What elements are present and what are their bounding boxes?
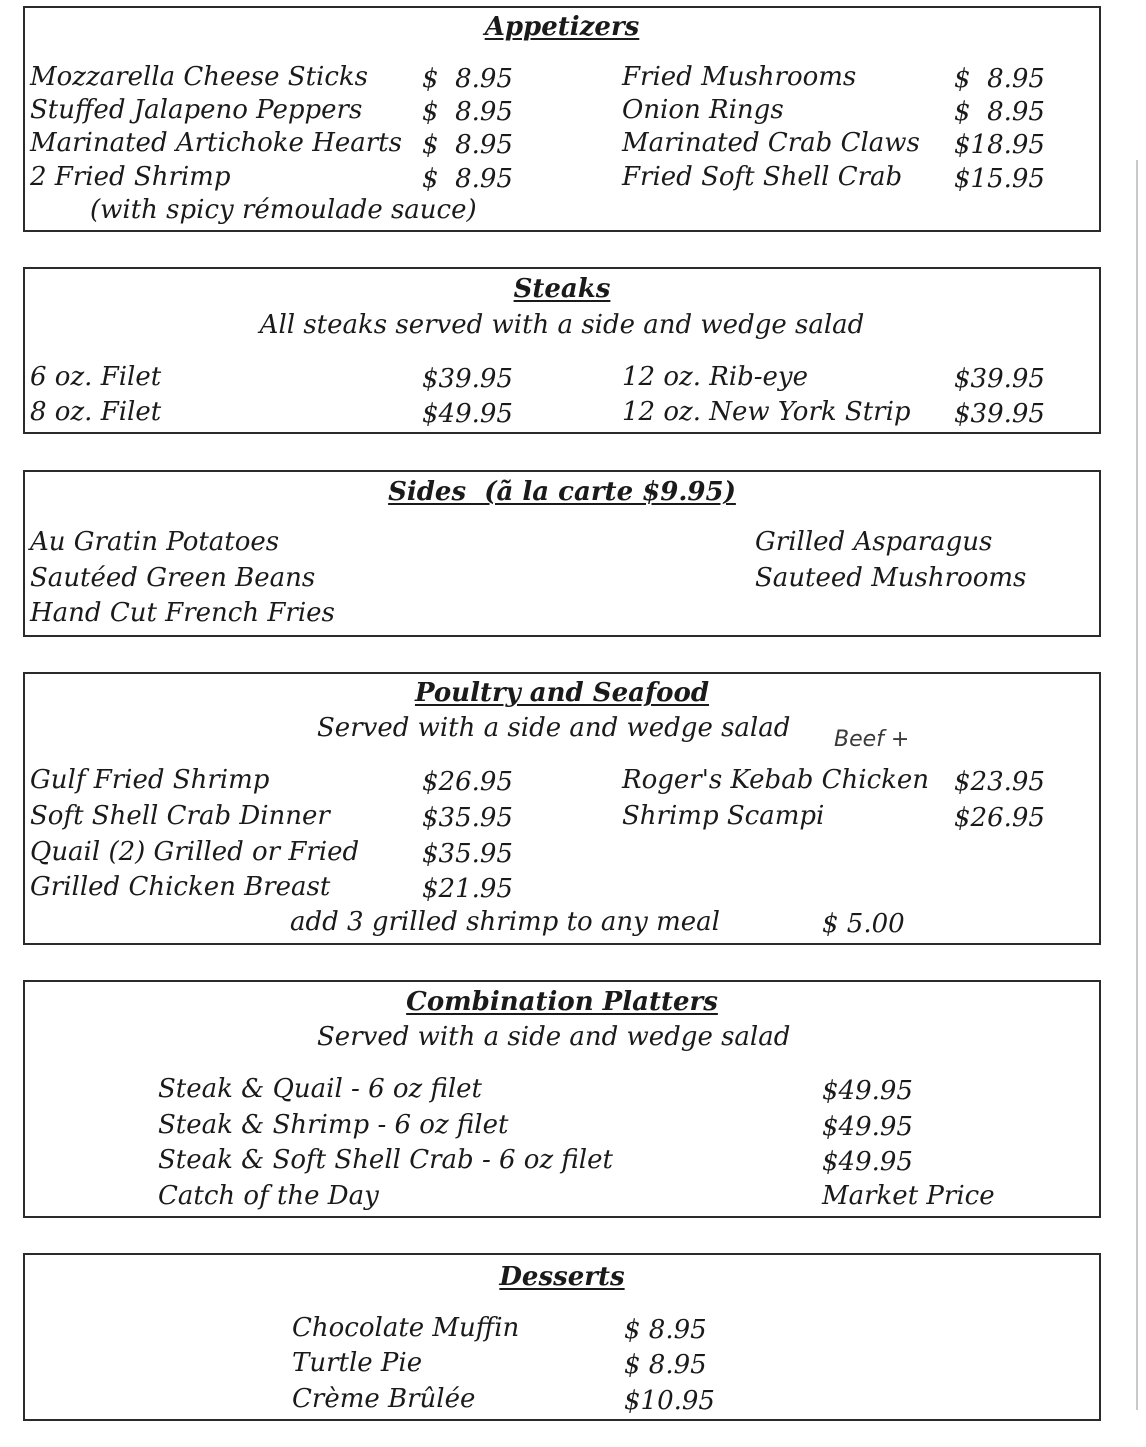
appetizer-item-price: $ 8.95 <box>422 130 513 160</box>
poultry-item-price: $26.95 <box>954 803 1045 833</box>
steak-item-name: 6 oz. Filet <box>30 362 162 392</box>
desserts-title: Desserts <box>499 1262 625 1292</box>
appetizer-item-price: $ 8.95 <box>954 97 1045 127</box>
appetizers-title: Appetizers <box>484 12 640 42</box>
appetizer-item-name: Fried Mushrooms <box>622 62 857 92</box>
sides-title: Sides (ã la carte $9.95) <box>388 477 736 507</box>
appetizer-item-name: Onion Rings <box>622 95 784 125</box>
dessert-item-name: Crème Brûlée <box>292 1384 476 1414</box>
poultry-item-price: $21.95 <box>422 874 513 904</box>
steaks-subtitle: All steaks served with a side and wedge salad <box>259 310 865 340</box>
steak-item-price: $39.95 <box>954 399 1045 429</box>
combo-item-name: Steak & Soft Shell Crab - 6 oz filet <box>158 1145 613 1175</box>
poultry-title: Poultry and Seafood <box>414 678 710 708</box>
appetizer-item-price: $ 8.95 <box>422 97 513 127</box>
poultry-item-name: Roger's Kebab Chicken <box>622 765 930 795</box>
dessert-item-price: $ 8.95 <box>624 1350 707 1380</box>
side-item: Grilled Asparagus <box>755 527 993 557</box>
poultry-item-name: Shrimp Scampi <box>622 801 825 831</box>
steak-item-price: $39.95 <box>422 364 513 394</box>
poultry-item-price: $35.95 <box>422 839 513 869</box>
dessert-item-name: Turtle Pie <box>292 1348 423 1378</box>
combo-item-name: Catch of the Day <box>158 1181 379 1211</box>
appetizer-item-price: $ 8.95 <box>422 64 513 94</box>
handwritten-note: Beef + <box>834 727 910 752</box>
steaks-title: Steaks <box>513 274 611 304</box>
steak-item-price: $39.95 <box>954 364 1045 394</box>
combo-item-name: Steak & Quail - 6 oz filet <box>158 1074 482 1104</box>
side-item: Sautéed Green Beans <box>30 563 316 593</box>
appetizer-item-name: Fried Soft Shell Crab <box>622 162 903 192</box>
appetizer-item-name: Stuffed Jalapeno Peppers <box>30 95 363 125</box>
combos-subtitle: Served with a side and wedge salad <box>317 1022 791 1052</box>
addon-text: add 3 grilled shrimp to any meal <box>290 907 720 937</box>
steak-item-name: 8 oz. Filet <box>30 397 162 427</box>
dessert-item-price: $ 8.95 <box>624 1315 707 1345</box>
dessert-item-price: $10.95 <box>624 1386 715 1416</box>
poultry-item-name: Grilled Chicken Breast <box>30 872 331 902</box>
appetizer-note: (with spicy rémoulade sauce) <box>90 195 477 225</box>
poultry-item-name: Soft Shell Crab Dinner <box>30 801 330 831</box>
steak-item-name: 12 oz. Rib-eye <box>622 362 809 392</box>
appetizer-item-price: $ 8.95 <box>422 164 513 194</box>
poultry-item-name: Quail (2) Grilled or Fried <box>30 837 360 867</box>
poultry-item-price: $23.95 <box>954 767 1045 797</box>
appetizer-item-price: $ 8.95 <box>954 64 1045 94</box>
poultry-item-price: $35.95 <box>422 803 513 833</box>
appetizer-item-price: $15.95 <box>954 164 1045 194</box>
combo-item-price: $49.95 <box>822 1076 913 1106</box>
combo-item-price: $49.95 <box>822 1147 913 1177</box>
appetizer-item-name: Marinated Artichoke Hearts <box>30 128 402 158</box>
combo-item-name: Steak & Shrimp - 6 oz filet <box>158 1110 509 1140</box>
appetizer-item-price: $18.95 <box>954 130 1045 160</box>
appetizer-item-name: 2 Fried Shrimp <box>30 162 231 192</box>
steak-item-name: 12 oz. New York Strip <box>622 397 911 427</box>
poultry-item-name: Gulf Fried Shrimp <box>30 765 270 795</box>
side-item: Au Gratin Potatoes <box>30 527 280 557</box>
appetizer-item-name: Marinated Crab Claws <box>622 128 920 158</box>
side-item: Hand Cut French Fries <box>30 598 335 628</box>
dessert-item-name: Chocolate Muffin <box>292 1313 520 1343</box>
scan-edge-line <box>1136 160 1138 1410</box>
combo-item-price: $49.95 <box>822 1112 913 1142</box>
steak-item-price: $49.95 <box>422 399 513 429</box>
combos-title: Combination Platters <box>406 987 718 1017</box>
poultry-subtitle: Served with a side and wedge salad <box>317 713 791 743</box>
appetizer-item-name: Mozzarella Cheese Sticks <box>30 62 369 92</box>
addon-price: $ 5.00 <box>822 909 905 939</box>
poultry-item-price: $26.95 <box>422 767 513 797</box>
side-item: Sauteed Mushrooms <box>755 563 1027 593</box>
combo-item-price: Market Price <box>822 1181 995 1211</box>
